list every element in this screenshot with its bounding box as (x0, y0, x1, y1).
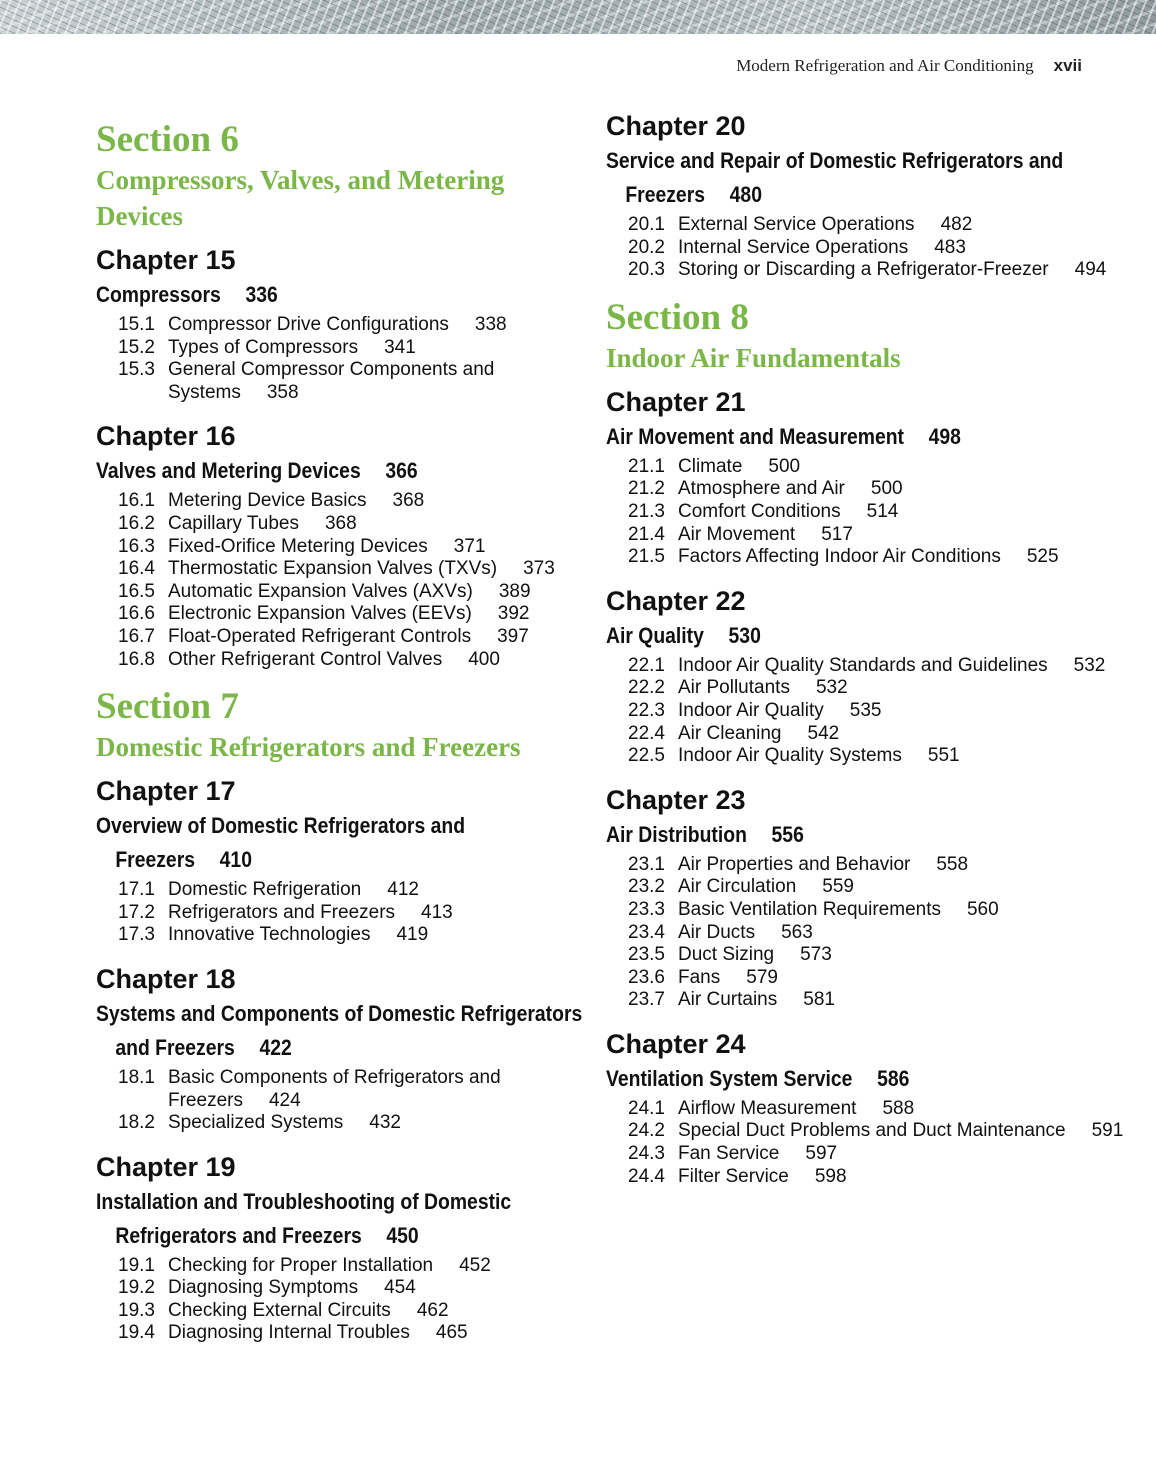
entry-title: Fixed-Orifice Metering Devices (168, 535, 428, 557)
toc-entry-list (628, 456, 1126, 569)
entry-number: 22.4 (628, 722, 665, 744)
entry-number: 22.3 (628, 699, 665, 721)
entry-title: Diagnosing Internal Troubles (168, 1322, 410, 1344)
entry-number: 21.4 (628, 523, 665, 545)
entry-number: 23.2 (628, 876, 665, 898)
chapter-page-number: 422 (259, 1034, 292, 1060)
toc-entry (628, 677, 1126, 700)
toc-entry (628, 922, 1126, 945)
chapter-title (96, 997, 603, 1065)
chapter-title-text: Ventilation System Service (606, 1065, 853, 1091)
page-folio: xvii (1053, 56, 1082, 75)
chapter-title (606, 1062, 1142, 1096)
entry-number: 21.1 (628, 455, 665, 477)
toc-entry (118, 924, 586, 947)
entry-title: Duct Sizing (678, 944, 775, 966)
entry-title: Specialized Systems (168, 1112, 344, 1134)
toc-entry (628, 478, 1126, 501)
entry-title: Checking External Circuits (168, 1299, 391, 1321)
section-block (606, 296, 1126, 376)
toc-entry (628, 876, 1126, 899)
entry-page-number: 400 (468, 648, 500, 670)
entry-title: Electronic Expansion Valves (EEVs) (168, 603, 472, 625)
entry-number: 18.1 (118, 1066, 155, 1088)
chapter-title-text: Systems and Components of Domestic Refrigerators and Freezers (96, 1000, 583, 1060)
section-block (96, 118, 586, 234)
chapter-page-number: 336 (245, 282, 278, 307)
chapter-page-number: 498 (928, 423, 961, 449)
chapter-title-text: Air Quality (606, 622, 704, 648)
entry-page-number: 517 (821, 523, 853, 545)
entry-number: 16.6 (118, 603, 155, 625)
entry-title: Air Circulation (678, 876, 797, 898)
header-banner (0, 0, 1156, 34)
section-subtitle: Indoor Air Fundamentals (606, 342, 901, 373)
toc-entry (118, 581, 586, 604)
entry-title: Air Pollutants (678, 677, 790, 699)
chapter-title-text: Air Movement and Measurement (606, 423, 905, 449)
entry-number: 23.3 (628, 898, 665, 920)
entry-page-number: 591 (1091, 1120, 1124, 1142)
entry-page-number: 500 (768, 455, 801, 477)
entry-page-number: 452 (459, 1254, 491, 1276)
toc-entry (628, 1120, 1126, 1143)
toc-entry (628, 967, 1126, 990)
entry-page-number: 397 (497, 625, 529, 647)
chapter-title (96, 278, 603, 312)
entry-page-number: 432 (369, 1112, 401, 1134)
entry-number: 23.5 (628, 944, 665, 966)
toc-entry (628, 546, 1126, 569)
entry-number: 21.2 (628, 478, 665, 500)
chapter-label: Chapter 18 (96, 963, 236, 994)
entry-number: 22.2 (628, 677, 665, 699)
chapter-label: Chapter 19 (96, 1151, 236, 1182)
entry-page-number: 525 (1026, 546, 1059, 568)
entry-title: Domestic Refrigeration (168, 879, 362, 901)
toc-entry-list (118, 879, 586, 947)
entry-title: Air Ducts (678, 921, 756, 943)
chapter-page-number: 410 (219, 847, 252, 873)
chapter-title (606, 619, 1142, 653)
entry-title: Air Properties and Behavior (678, 853, 911, 875)
entry-number: 15.1 (118, 314, 155, 335)
toc-entry (118, 1255, 586, 1278)
entry-number: 20.2 (628, 236, 665, 258)
entry-page-number: 532 (1073, 654, 1106, 676)
entry-page-number: 514 (866, 500, 899, 522)
entry-number: 24.2 (628, 1120, 665, 1142)
chapter-label: Chapter 21 (606, 386, 746, 417)
chapter-title (96, 809, 603, 877)
entry-number: 16.4 (118, 558, 155, 580)
toc-entry-list (628, 854, 1126, 1012)
entry-title: External Service Operations (678, 214, 915, 235)
entry-title: Air Cleaning (678, 722, 782, 744)
entry-page-number: 389 (498, 580, 531, 602)
chapter-title-text: Installation and Troubleshooting of Domestic Refrigerators and Freezers (96, 1188, 512, 1248)
chapter-label: Chapter 16 (96, 421, 236, 452)
chapter-page-number: 530 (728, 622, 761, 648)
entry-title: Air Movement (678, 523, 796, 545)
toc-entry-list (118, 490, 586, 671)
entry-page-number: 588 (882, 1097, 915, 1119)
entry-title: Factors Affecting Indoor Air Conditions (678, 546, 1001, 568)
entry-page-number: 419 (396, 924, 429, 946)
toc-entry-list (118, 1067, 586, 1135)
entry-title: Other Refrigerant Control Valves (168, 648, 443, 670)
entry-title: Diagnosing Symptoms (168, 1277, 359, 1299)
section-title: Section 6 (96, 119, 239, 160)
chapter-title (606, 818, 1142, 852)
entry-page-number: 465 (435, 1322, 468, 1344)
entry-page-number: 558 (936, 853, 969, 875)
chapter-title (96, 1185, 603, 1253)
entry-number: 16.3 (118, 535, 155, 557)
entry-number: 16.2 (118, 512, 155, 534)
entry-title: Air Curtains (678, 989, 778, 1011)
toc-entry (118, 1067, 586, 1112)
section-subtitle: Domestic Refrigerators and Freezers (96, 732, 521, 763)
entry-title: Float-Operated Refrigerant Controls (168, 625, 472, 647)
entry-number: 22.1 (628, 654, 665, 676)
running-head (736, 56, 1082, 76)
entry-title: Metering Device Basics (168, 490, 367, 512)
entry-number: 17.3 (118, 924, 155, 946)
entry-page-number: 371 (453, 535, 486, 557)
entry-number: 21.5 (628, 546, 665, 568)
entry-page-number: 368 (392, 490, 425, 512)
toc-entry (628, 989, 1126, 1012)
section-title: Section 7 (96, 686, 239, 728)
chapter-title-text: Overview of Domestic Refrigerators and Freezers (96, 813, 466, 873)
toc-entry (118, 490, 586, 513)
entry-number: 15.3 (118, 359, 155, 381)
chapter-label: Chapter 15 (96, 245, 236, 275)
chapter-title-text: Service and Repair of Domestic Refrigerators and Freezers (606, 148, 1064, 207)
toc-entry-list (628, 655, 1126, 768)
entry-title: Airflow Measurement (678, 1097, 857, 1119)
entry-title: Climate (678, 455, 743, 477)
chapter-page-number: 366 (385, 458, 418, 484)
toc-entry (628, 944, 1126, 967)
entry-page-number: 597 (805, 1143, 838, 1165)
toc-entry (628, 1143, 1126, 1166)
toc-entry (628, 1098, 1126, 1121)
book-title: Modern Refrigeration and Air Conditioning (736, 56, 1034, 75)
toc-entry (628, 214, 1126, 237)
chapter-title (96, 454, 603, 488)
chapter-page-number: 586 (877, 1065, 910, 1091)
entry-number: 24.4 (628, 1165, 665, 1187)
entry-page-number: 392 (497, 603, 530, 625)
toc-entry (628, 1166, 1126, 1189)
section-subtitle: Compressors, Valves, and Metering Devices (96, 165, 505, 231)
entry-number: 23.4 (628, 921, 665, 943)
section-title: Section 8 (606, 296, 749, 338)
entry-title: Special Duct Problems and Duct Maintenance (678, 1120, 1066, 1142)
chapter-title (606, 420, 1142, 454)
entry-title: Basic Components of Refrigerators and Freezers (168, 1066, 501, 1111)
entry-title: Fan Service (678, 1143, 780, 1165)
entry-page-number: 559 (822, 876, 854, 898)
toc-entry (118, 879, 586, 902)
entry-page-number: 338 (474, 314, 507, 335)
entry-page-number: 500 (870, 478, 903, 500)
toc-entry (628, 899, 1126, 922)
toc-entry (628, 501, 1126, 524)
entry-title: Filter Service (678, 1165, 789, 1187)
toc-entry (628, 745, 1126, 768)
section-block (96, 685, 586, 765)
chapter-label: Chapter 24 (606, 1028, 746, 1059)
chapter-label: Chapter 22 (606, 585, 746, 616)
entry-title: Checking for Proper Installation (168, 1254, 434, 1276)
entry-title: Capillary Tubes (168, 512, 299, 534)
entry-number: 24.1 (628, 1097, 665, 1119)
entry-number: 17.2 (118, 901, 155, 923)
entry-title: Refrigerators and Freezers (168, 901, 396, 923)
entry-number: 19.2 (118, 1277, 155, 1299)
entry-page-number: 532 (815, 677, 848, 699)
toc-entry (118, 1300, 586, 1323)
toc-entry-list (628, 1098, 1126, 1188)
entry-title: Automatic Expansion Valves (AXVs) (168, 580, 473, 602)
entry-number: 16.1 (118, 490, 155, 512)
entry-title: Fans (678, 966, 721, 988)
chapter-page-number: 450 (386, 1222, 419, 1248)
entry-number: 21.3 (628, 500, 665, 522)
entry-page-number: 482 (940, 214, 973, 235)
chapter-label: Chapter 20 (606, 111, 746, 141)
entry-number: 19.1 (118, 1254, 155, 1276)
entry-title: Indoor Air Quality (678, 699, 824, 721)
chapter-block (606, 384, 1126, 569)
entry-number: 19.4 (118, 1322, 155, 1344)
toc-entry (118, 314, 586, 337)
chapter-block (606, 108, 1126, 282)
chapter-page-number: 556 (771, 821, 804, 847)
toc-entry (628, 456, 1126, 479)
entry-number: 18.2 (118, 1112, 155, 1134)
chapter-block (96, 418, 586, 671)
entry-number: 20.3 (628, 259, 665, 281)
entry-title: General Compressor Components and Systems (168, 359, 495, 403)
entry-page-number: 368 (324, 512, 357, 534)
entry-page-number: 462 (416, 1299, 449, 1321)
entry-page-number: 573 (800, 944, 832, 966)
entry-number: 17.1 (118, 879, 155, 901)
entry-page-number: 542 (807, 722, 840, 744)
entry-page-number: 483 (934, 236, 966, 258)
chapter-block (606, 782, 1126, 1012)
entry-page-number: 494 (1074, 259, 1107, 281)
entry-number: 23.7 (628, 989, 665, 1011)
entry-number: 19.3 (118, 1299, 155, 1321)
toc-entry (118, 649, 586, 672)
toc-entry (118, 1112, 586, 1135)
toc-entry (118, 603, 586, 626)
toc-entry-list (118, 314, 586, 404)
toc-entry-list (118, 1255, 586, 1345)
entry-page-number: 412 (387, 879, 419, 901)
chapter-title-text: Compressors (96, 282, 221, 307)
chapter-block (96, 773, 586, 947)
entry-number: 24.3 (628, 1143, 665, 1165)
entry-number: 23.6 (628, 966, 665, 988)
toc-entry (118, 359, 586, 404)
toc-entry (628, 259, 1126, 282)
toc-entry (628, 723, 1126, 746)
chapter-page-number: 480 (729, 182, 762, 207)
entry-title: Innovative Technologies (168, 924, 371, 946)
entry-number: 15.2 (118, 336, 155, 358)
left-column (96, 108, 586, 1359)
entry-page-number: 581 (803, 989, 835, 1011)
entry-number: 23.1 (628, 853, 665, 875)
entry-page-number: 560 (966, 898, 999, 920)
chapter-title-text: Valves and Metering Devices (96, 458, 361, 484)
chapter-block (606, 1026, 1126, 1188)
chapter-title (606, 144, 1142, 212)
toc-entry (118, 626, 586, 649)
entry-number: 16.5 (118, 580, 155, 602)
toc-entry (628, 655, 1126, 678)
entry-title: Atmosphere and Air (678, 478, 845, 500)
toc-entry-list (628, 214, 1126, 282)
entry-page-number: 424 (268, 1089, 301, 1111)
toc-entry (118, 337, 586, 360)
entry-title: Storing or Discarding a Refrigerator-Freezer (678, 259, 1049, 281)
entry-title: Indoor Air Quality Systems (678, 745, 902, 767)
toc-entry (628, 854, 1126, 877)
chapter-block (96, 1149, 586, 1345)
entry-page-number: 454 (384, 1277, 416, 1299)
toc-entry (118, 1277, 586, 1300)
entry-page-number: 413 (421, 901, 453, 923)
entry-title: Comfort Conditions (678, 500, 841, 522)
entry-page-number: 563 (781, 921, 813, 943)
entry-page-number: 373 (523, 558, 555, 580)
entry-page-number: 598 (814, 1165, 847, 1187)
toc-entry (628, 524, 1126, 547)
chapter-block (96, 242, 586, 404)
toc-entry (118, 558, 586, 581)
toc-entry (118, 513, 586, 536)
entry-number: 16.8 (118, 648, 155, 670)
entry-page-number: 341 (384, 336, 416, 358)
entry-title: Indoor Air Quality Standards and Guidelines (678, 654, 1048, 676)
entry-title: Internal Service Operations (678, 236, 909, 258)
entry-page-number: 551 (927, 745, 960, 767)
toc-entry (628, 237, 1126, 260)
entry-page-number: 535 (849, 699, 882, 721)
toc-entry (118, 902, 586, 925)
chapter-block (96, 961, 586, 1135)
entry-title: Thermostatic Expansion Valves (TXVs) (168, 558, 498, 580)
entry-title: Basic Ventilation Requirements (678, 898, 941, 920)
entry-number: 20.1 (628, 214, 665, 235)
chapter-label: Chapter 23 (606, 784, 746, 815)
entry-page-number: 358 (266, 381, 299, 403)
entry-title: Compressor Drive Configurations (168, 314, 449, 335)
chapter-title-text: Air Distribution (606, 821, 747, 847)
toc-entry (628, 700, 1126, 723)
entry-number: 22.5 (628, 745, 665, 767)
entry-title: Types of Compressors (168, 336, 359, 358)
right-column (606, 108, 1126, 1202)
chapter-label: Chapter 17 (96, 776, 236, 807)
entry-number: 16.7 (118, 625, 155, 647)
toc-entry (118, 1322, 586, 1345)
chapter-block (606, 583, 1126, 768)
toc-entry (118, 536, 586, 559)
entry-page-number: 579 (746, 966, 778, 988)
